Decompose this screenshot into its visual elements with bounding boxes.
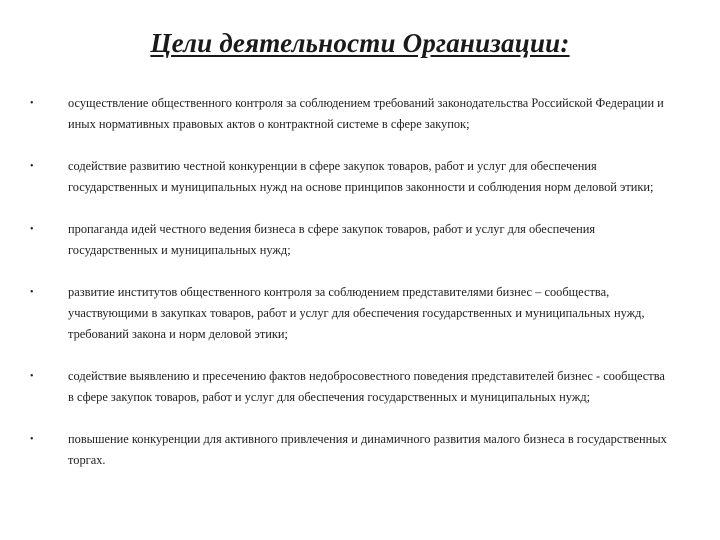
bullet-icon: • [30,98,34,109]
bullet-icon: • [30,161,34,172]
list-item [0,156,720,198]
goal-text: повышение конкуренции для активного привлечения и динамичного развития малого бизнеса в государственных торгах. [68,432,667,467]
bullet-icon: • [30,371,34,382]
goal-text: пропаганда идей честного ведения бизнеса в сфере закупок товаров, работ и услуг для обеспечения государственных и муниципальных нужд; [68,222,596,257]
goal-text: содействие развитию честной конкуренции в сфере закупок товаров, работ и услуг для обеспечения государственных и муниципальных нужд на основе принципов законности и соблюдения норм деловой этики; [68,159,654,194]
list-item [0,366,720,408]
bullet-icon: • [30,434,34,445]
bullet-icon: • [30,224,34,235]
bullet-icon: • [30,287,34,298]
list-item [0,282,720,345]
slide-title: Цели деятельности Организации: [150,28,570,58]
list-item [0,219,720,261]
goal-text: содействие выявлению и пресечению фактов недобросовестного поведения представителей бизнес - сообщества в сфере закупок товаров, работ и услуг для обеспечения государственных и муниципальных нужд; [68,369,665,404]
goals-list [0,93,720,492]
list-item [0,429,720,471]
goal-text: осуществление общественного контроля за соблюдением требований законодательства Российской Федерации и иных нормативных правовых актов о контрактной системе в сфере закупок; [68,96,664,131]
goal-text: развитие институтов общественного контроля за соблюдением представителями бизнес – сообщества, участвующими в закупках товаров, работ и услуг для обеспечения государственных и муниципальных нужд, требований закона и норм деловой этики; [68,285,645,341]
list-item [0,93,720,135]
